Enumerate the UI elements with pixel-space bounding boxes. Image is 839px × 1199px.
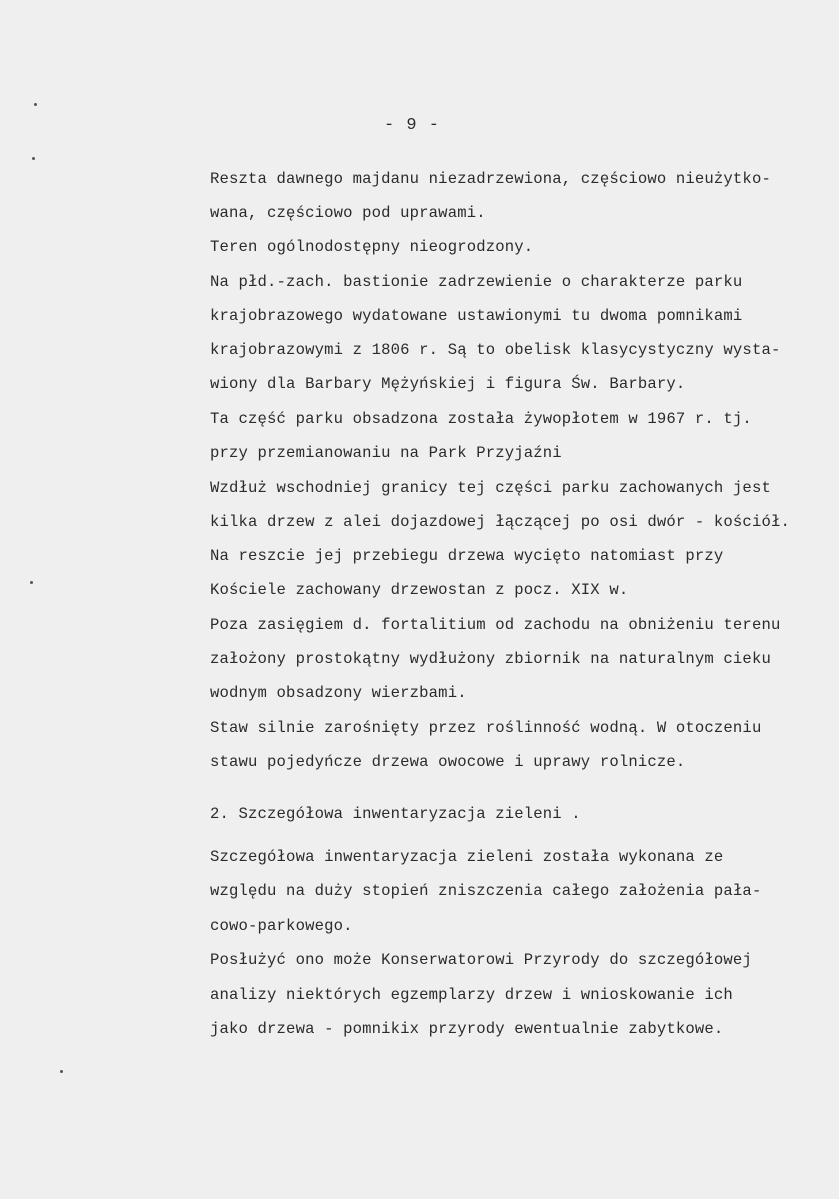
text-line: Posłużyć ono może Konserwatorowi Przyrody do szczegółowej xyxy=(210,951,752,969)
text-line: Reszta dawnego majdanu niezadrzewiona, częściowo nieużytko- xyxy=(210,170,771,188)
text-line: kilka drzew z alei dojazdowej łączącej po osi dwór - kościół. xyxy=(210,513,790,531)
text-line: wodnym obsadzony wierzbami. xyxy=(210,684,467,702)
text-line: wana, częściowo pod uprawami. xyxy=(210,204,486,222)
text-line: założony prostokątny wydłużony zbiornik na naturalnym cieku xyxy=(210,650,771,668)
section-heading: 2. Szczegółowa inwentaryzacja zieleni . xyxy=(210,805,581,823)
text-line: Wzdłuż wschodniej granicy tej części parku zachowanych jest xyxy=(210,479,771,497)
text-line: stawu pojedyńcze drzewa owocowe i uprawy rolnicze. xyxy=(210,753,686,771)
scan-speck xyxy=(30,581,33,584)
text-line: Na reszcie jej przebiegu drzewa wycięto natomiast przy xyxy=(210,547,724,565)
text-line: względu na duży stopień zniszczenia całego założenia pała- xyxy=(210,882,762,900)
text-line: Szczegółowa inwentaryzacja zieleni została wykonana ze xyxy=(210,848,724,866)
text-line: Staw silnie zarośnięty przez roślinność wodną. W otoczeniu xyxy=(210,719,762,737)
text-line: analizy niektórych egzemplarzy drzew i wnioskowanie ich xyxy=(210,986,733,1004)
page-number: - 9 - xyxy=(384,116,441,135)
text-line: jako drzewa - pomnikix przyrody ewentualnie zabytkowe. xyxy=(210,1020,724,1038)
text-line: cowo-parkowego. xyxy=(210,917,353,935)
scan-speck xyxy=(32,157,35,160)
text-line: przy przemianowaniu na Park Przyjaźni xyxy=(210,444,562,462)
scan-speck xyxy=(60,1070,63,1073)
text-line: Kościele zachowany drzewostan z pocz. XIX w. xyxy=(210,581,629,599)
text-line: Teren ogólnodostępny nieogrodzony. xyxy=(210,238,534,256)
text-line: krajobrazowego wydatowane ustawionymi tu dwoma pomnikami xyxy=(210,307,743,325)
text-line: Na płd.-zach. bastionie zadrzewienie o charakterze parku xyxy=(210,273,743,291)
text-line: wiony dla Barbary Mężyńskiej i figura Św. Barbary. xyxy=(210,375,686,393)
text-line: Ta część parku obsadzona została żywopłotem w 1967 r. tj. xyxy=(210,410,752,428)
scan-speck xyxy=(34,103,37,106)
text-line: krajobrazowymi z 1806 r. Są to obelisk klasycystyczny wysta- xyxy=(210,341,781,359)
text-line: Poza zasięgiem d. fortalitium od zachodu na obniżeniu terenu xyxy=(210,616,781,634)
